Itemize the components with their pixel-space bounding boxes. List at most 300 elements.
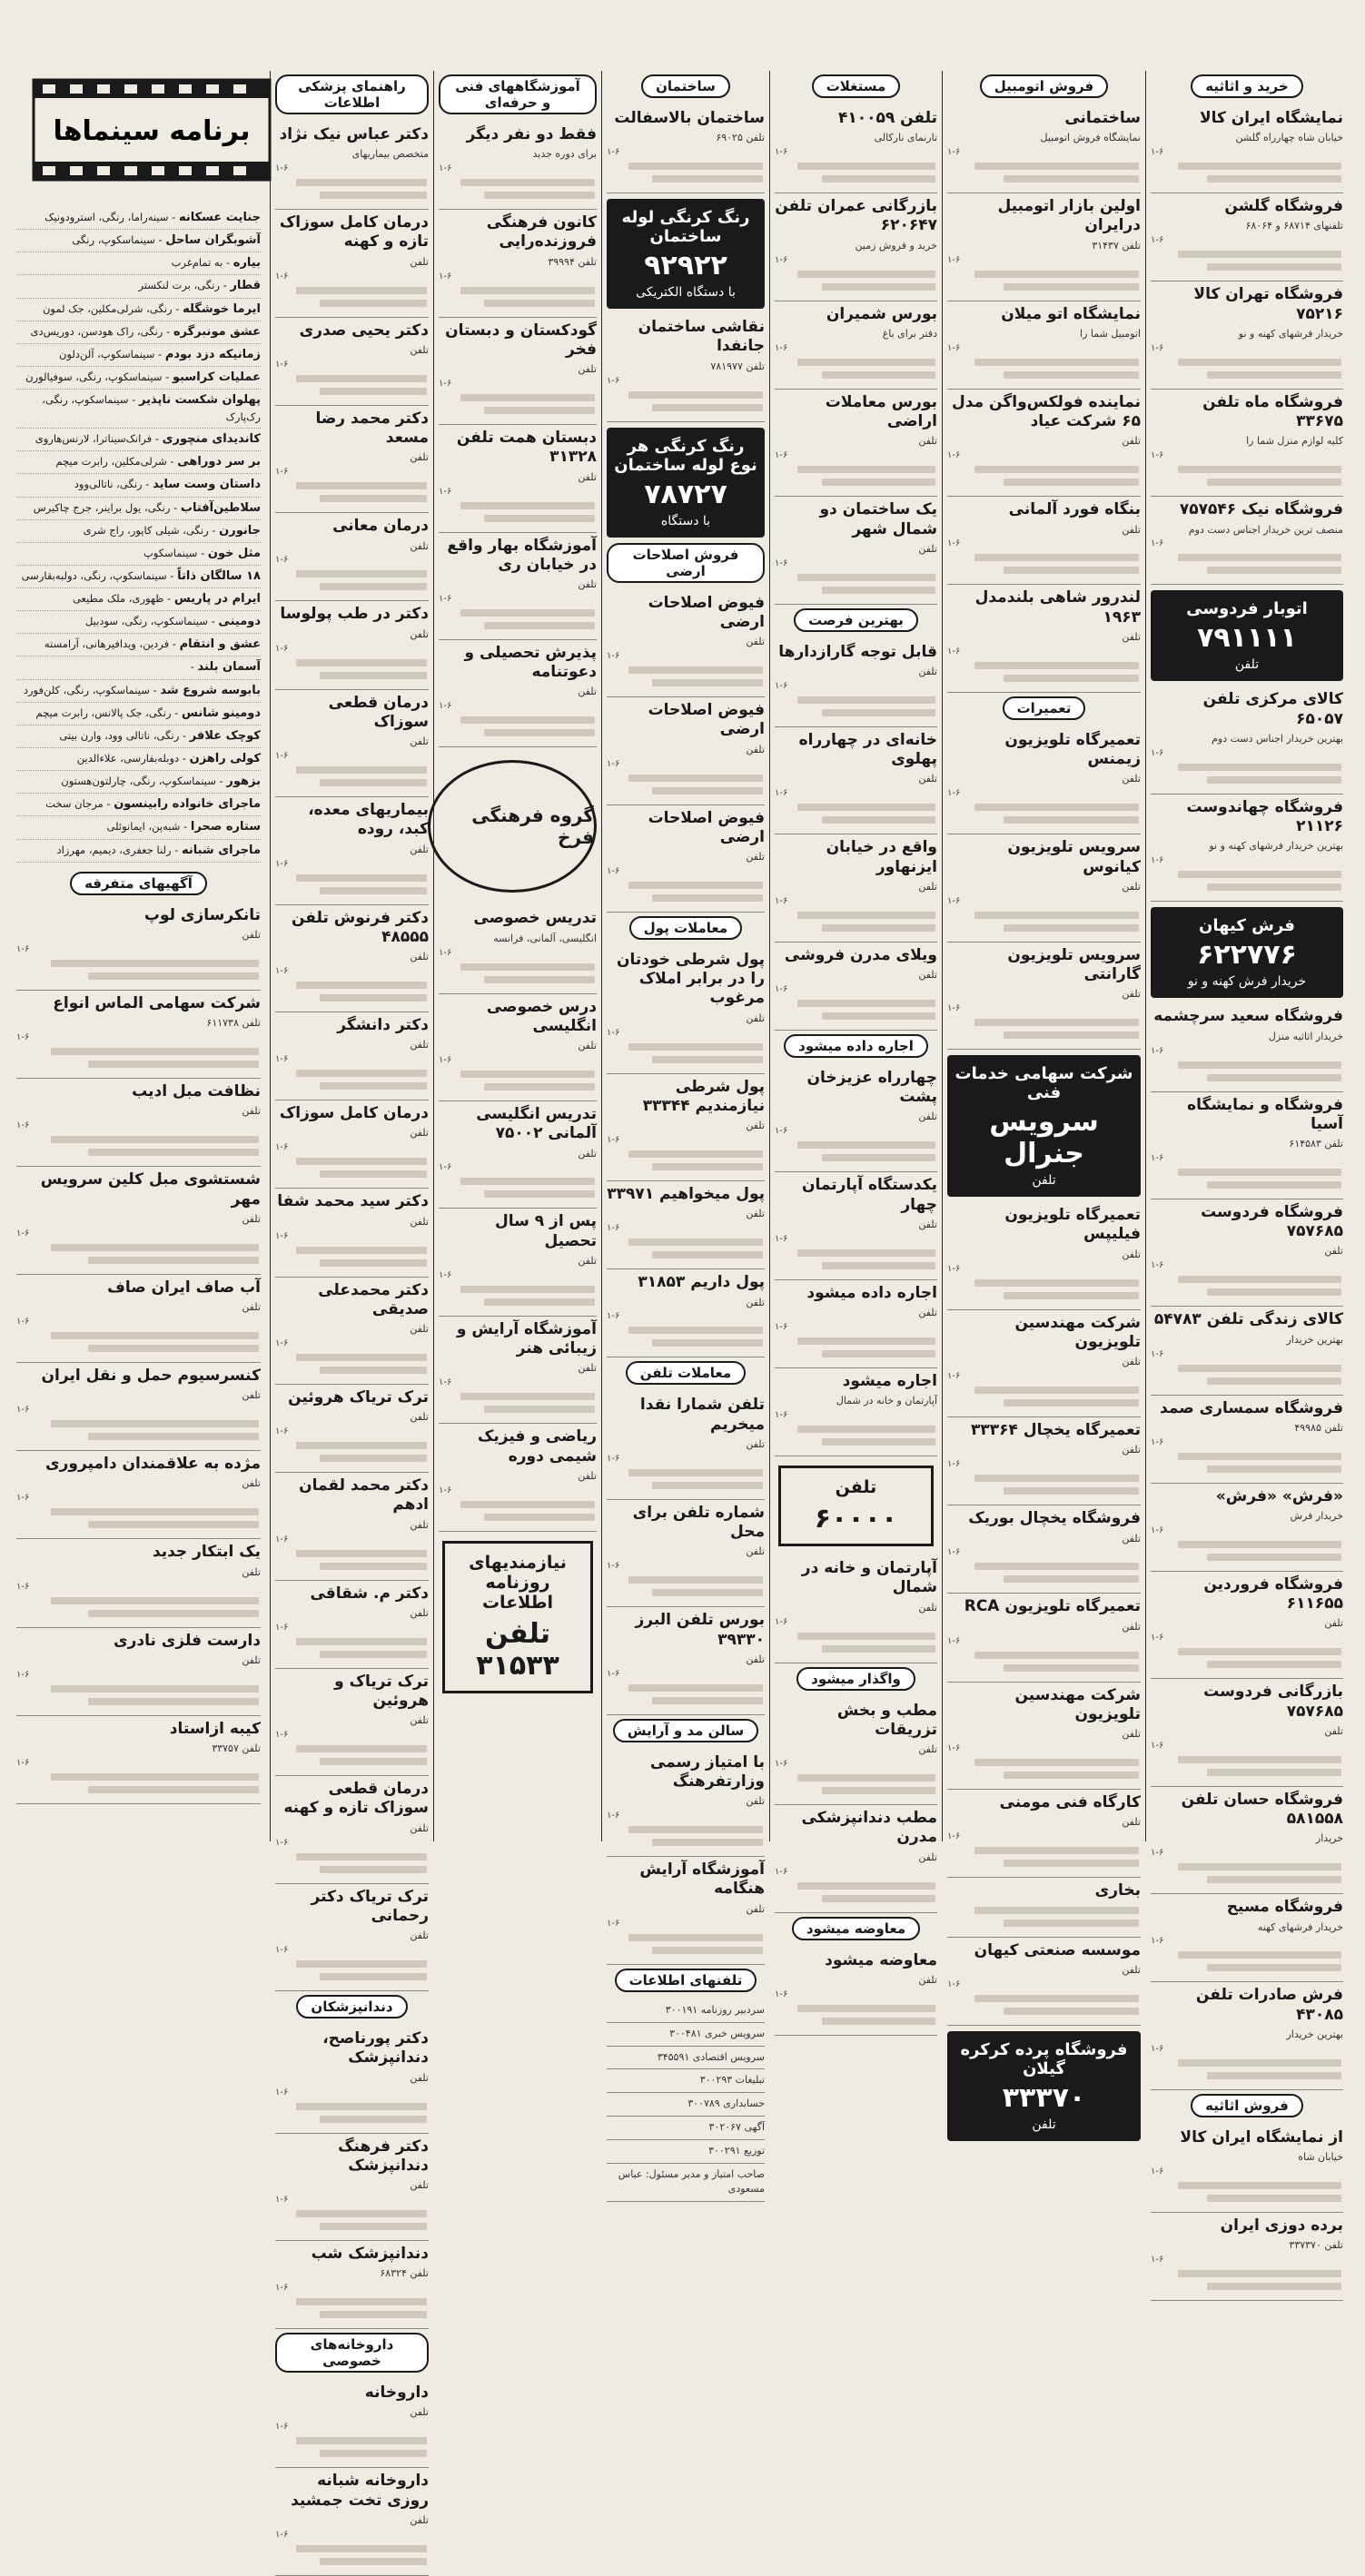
- ad-text: تلفن: [1122, 1728, 1141, 1741]
- ad-text: تلفن: [578, 578, 597, 590]
- classified-ad: [1151, 1572, 1343, 1679]
- movie-detail: رنگی، شرلی‌مکلین، جک لمون: [42, 301, 173, 315]
- ad-text: تلفن: [918, 1110, 937, 1123]
- ad-text: تلفن: [410, 343, 429, 356]
- ad-title: فروشگاه سمساری صمد: [1160, 1398, 1343, 1417]
- ad-code: ۱-۶: [439, 1162, 452, 1173]
- ad-title: دبستان همت تلفن ۳۱۳۲۸: [456, 429, 597, 467]
- classified-ad: [947, 390, 1141, 497]
- ad-code: ۱-۶: [1151, 1740, 1164, 1751]
- ad-code: ۱-۶: [775, 1759, 788, 1770]
- ad-text: تلفن: [746, 1208, 765, 1220]
- ad-text: تلفن ۶۸۳۲۴: [380, 2267, 429, 2280]
- ad-title: فروشگاه ماه تلفن ۳۳۶۷۵: [1202, 392, 1343, 431]
- ad-text: تلفن: [410, 2179, 429, 2191]
- movie-detail: سینماسکوپ، رنگی، سودبیل: [84, 615, 208, 628]
- cinema-row: کولی راهزن - دوبله‌بفارسی، علاءالدین: [16, 748, 261, 771]
- ad-code: ۱-۶: [1151, 2255, 1164, 2265]
- ad-code: ۱-۶: [947, 1743, 961, 1754]
- ad-text: بهترین خریدار: [1286, 1333, 1343, 1346]
- ad-code: ۱-۶: [275, 1054, 289, 1065]
- section-header: معاملات تلفن: [607, 1361, 765, 1385]
- ad-title: کیبه ازاستاد: [169, 1719, 261, 1738]
- ad-code: ۱-۶: [947, 1371, 961, 1382]
- ad-title: پول شرطی نیازمندیم ۳۳۳۴۴: [642, 1077, 765, 1115]
- movie-detail: سینه‌راما، رنگی، استرودونیک: [45, 211, 169, 223]
- ad-text: منصف ترین خریدار اجناس دست دوم: [1188, 523, 1343, 536]
- cinema-row: آسمان بلند -: [16, 656, 261, 679]
- classified-ad: [607, 1607, 765, 1714]
- movie-title: دومینی: [218, 615, 261, 629]
- cinema-row: آشوبگران ساحل - سینماسکوپ، رنگی: [16, 230, 261, 252]
- classified-ad: [1151, 1307, 1343, 1395]
- movie-title: عشق و انتقام: [179, 637, 261, 652]
- cinema-row: دومینو شانس - رنگی، جک پالانس، رابرت میچم: [16, 703, 261, 725]
- classified-ad: [275, 2241, 429, 2329]
- ad-code: ۱-۶: [16, 1405, 30, 1416]
- ad-text: تلفن: [918, 880, 937, 893]
- ad-text: برای دوره جدید: [532, 148, 597, 161]
- ad-title: تعمیرگاه تلویزیون RCA: [964, 1597, 1141, 1616]
- cinema-row: سلاطین‌آفتاب - رنگی، یول براینر، جرج چاکیرس: [16, 498, 261, 520]
- ad-title: نقاشی ساختمان جانفدا: [638, 318, 765, 356]
- ad-code: ۱-۶: [947, 1547, 961, 1558]
- ad-text: تلفن: [410, 2513, 429, 2526]
- cinema-row: جنایت عسکانه - سینه‌راما، رنگی، استرودونیک: [16, 207, 261, 230]
- classified-ad: [275, 1669, 429, 1776]
- movie-title: قطار: [230, 279, 261, 293]
- cinema-row: ایرما خوشگله - رنگی، شرلی‌مکلین، جک لمون: [16, 299, 261, 321]
- ad-text: تلفن: [746, 1653, 765, 1665]
- classified-ad: [1151, 2213, 1343, 2301]
- ad-title: بورس معاملات اراضی: [825, 392, 937, 431]
- movie-detail: شبه‌پن، ایمانوئلی: [106, 820, 181, 834]
- ad-title: مطب و بخش تزریقات: [836, 1701, 937, 1739]
- ad-code: ۱-۶: [275, 359, 289, 370]
- movie-detail: ظهوری، ملک مطیعی: [72, 592, 164, 606]
- ad-code: ۱-۶: [1151, 1045, 1164, 1056]
- movie-title: آسمان بلند: [197, 660, 261, 675]
- ad-text: انگلیسی، آلمانی، فرانسه: [493, 932, 597, 944]
- ad-title: سرویس تلویزیون کیانوس: [1007, 838, 1141, 876]
- classified-ad: [275, 797, 429, 904]
- classified-ad: [439, 533, 597, 640]
- ad-text: تلفن: [410, 1714, 429, 1727]
- ad-text: تلفن: [1122, 435, 1141, 448]
- ad-code: ۱-۶: [775, 1410, 788, 1421]
- ad-text: تلفن: [242, 1389, 261, 1402]
- ad-title: گودکستان و دبستان فخر: [445, 321, 597, 359]
- ad-code: ۱-۶: [775, 680, 788, 691]
- ad-text: تلفن: [918, 1307, 937, 1319]
- cinema-row: زمانیکه دزد بودم - سینماسکوپ، آلن‌دلون: [16, 344, 261, 367]
- classified-ad: [439, 640, 597, 747]
- ad-title: فروشگاه سعید سرچشمه: [1153, 1007, 1343, 1026]
- ad-code: ۱-۶: [607, 865, 620, 876]
- ad-code: ۱-۶: [439, 701, 452, 712]
- ad-title: فرش صادرات تلفن ۴۳۰۸۵: [1195, 1986, 1343, 2024]
- ad-text: تلفن: [578, 1362, 597, 1375]
- ad-text: تلفن: [746, 636, 765, 648]
- movie-detail: شرلی‌مکلین، رابرت میچم: [55, 455, 167, 469]
- ad-title: قابل توجه گارازدارها: [778, 642, 937, 661]
- classified-ad: [947, 727, 1141, 834]
- ad-code: ۱-۶: [947, 1459, 961, 1470]
- ad-title: شرکت مهندسین تلویزیون: [1014, 1313, 1141, 1351]
- cinema-row: بابوسه شروع شد - سینماسکوپ، رنگی، کلن‌فورد: [16, 680, 261, 703]
- classified-ad: [775, 1280, 937, 1368]
- classified-ad: [1151, 1092, 1343, 1199]
- info-phone-line: [607, 2023, 765, 2047]
- info-phone-text: سردبیر روزنامه ۳۰۰۱۹۱: [665, 2003, 765, 2016]
- classified-ad: [275, 690, 429, 797]
- classified-ad: [275, 318, 429, 406]
- ad-title: فروشگاه یخچال بوریک: [968, 1509, 1141, 1528]
- ad-title: برده دوزی ایران: [1220, 2216, 1343, 2235]
- classified-ad: [607, 697, 765, 804]
- ad-title: اجاره میشود: [842, 1372, 937, 1390]
- ad-title: شستشوی مبل کلین سرویس مهر: [40, 1170, 261, 1209]
- classified-ad: [947, 1878, 1141, 1937]
- classified-ad: [1151, 1484, 1343, 1572]
- ad-text: تلفن: [578, 1469, 597, 1482]
- ad-code: ۱-۶: [607, 1453, 620, 1464]
- ad-text: تلفن: [918, 1601, 937, 1614]
- cinema-row: دومینی - سینماسکوپ، رنگی، سودبیل: [16, 611, 261, 634]
- ad-text: تلفن: [410, 255, 429, 268]
- ad-code: ۱-۶: [275, 1730, 289, 1741]
- movie-detail: مرجان سخت: [45, 797, 104, 811]
- column-construction: [601, 71, 769, 2196]
- movie-detail: سینماسکوپ، آلن‌دلون: [59, 347, 155, 360]
- ad-text: تلفن: [1122, 1620, 1141, 1633]
- movie-title: ایرام در پاریس: [173, 592, 261, 607]
- classified-ad: [275, 1012, 429, 1100]
- ad-code: ۱-۶: [775, 788, 788, 799]
- ad-text: تلفن: [1122, 773, 1141, 785]
- ad-title: دکتر م. شقاقی: [310, 1584, 429, 1603]
- ad-title: تانکرسازی لوپ: [143, 905, 261, 924]
- ad-code: ۱-۶: [275, 2087, 289, 2097]
- ad-code: ۱-۶: [775, 1866, 788, 1877]
- ad-title: دکتر عباس نیک نژاد: [279, 125, 429, 143]
- ad-code: ۱-۶: [775, 1126, 788, 1137]
- ad-title: فیوض اصلاحات ارضی: [648, 701, 765, 739]
- ad-title: بورس شمیران: [826, 304, 937, 323]
- ad-code: ۱-۶: [947, 1003, 961, 1014]
- ad-code: ۱-۶: [775, 558, 788, 568]
- classified-ad: [16, 991, 261, 1079]
- ad-code: ۱-۶: [607, 758, 620, 769]
- ad-title: نظافت مبل ادیب: [132, 1082, 261, 1101]
- ad-text: تلفن: [746, 1795, 765, 1808]
- classified-ad: [16, 1079, 261, 1167]
- classified-ad: [775, 1555, 937, 1663]
- ad-code: ۱-۶: [607, 1561, 620, 1572]
- section-header: راهنمای پزشکی اطلاعات: [275, 74, 429, 114]
- cinema-row: پهلوان شکست ناپذیر - سینماسکوپ، رنگی، رک‌پارک: [16, 390, 261, 429]
- movie-title: جانورن: [219, 523, 261, 538]
- ad-code: ۱-۶: [275, 2194, 289, 2205]
- cinema-row: ماجرای خانواده رابینسون - مرجان سخت: [16, 794, 261, 816]
- classified-ad: [775, 390, 937, 497]
- ad-title: درمان قطعی سوزاک: [328, 693, 429, 731]
- ad-text: تلفن: [410, 2071, 429, 2084]
- classified-ad: [775, 1368, 937, 1456]
- column-cinema: [16, 71, 270, 1841]
- ad-code: ۱-۶: [947, 254, 961, 265]
- info-phone-text: حسابداری ۳۰۰۷۸۹: [687, 2097, 765, 2110]
- classified-ad: [439, 318, 597, 425]
- classified-ad: [275, 1884, 429, 1991]
- ad-title: بازرگانی عمران تلفن ۶۲۰۶۴۷: [775, 197, 937, 235]
- classified-ad: [439, 122, 597, 210]
- cinema-row: ایرام در پاریس - ظهوری، ملک مطیعی: [16, 588, 261, 611]
- cinema-row: ستاره صحرا - شبه‌پن، ایمانوئلی: [16, 816, 261, 839]
- classified-ad: [1151, 281, 1343, 389]
- ad-code: ۱-۶: [1151, 147, 1164, 158]
- ad-code: ۱-۶: [439, 1377, 452, 1388]
- classified-ad: [947, 193, 1141, 301]
- ad-code: ۱-۶: [775, 1233, 788, 1244]
- ad-text: تلفن: [410, 735, 429, 748]
- masthead-title: برنامه سینماها: [53, 115, 251, 147]
- ad-code: ۱-۶: [947, 538, 961, 549]
- classified-ad: [16, 1451, 261, 1539]
- movie-detail: رلنا جعفری، دیمیم، مهرزاد: [56, 843, 172, 856]
- ad-text: متخصص بیماریهای: [351, 148, 429, 161]
- classified-ad: [775, 1948, 937, 2036]
- ad-code: ۱-۶: [275, 2283, 289, 2294]
- ad-title: بیماریهای معده، کبد، روده: [308, 801, 429, 839]
- movie-title: عشق مونبرگره: [173, 324, 261, 339]
- ad-text: تلفن: [410, 1411, 429, 1424]
- section-header: فروش اثاثیه: [1151, 2094, 1343, 2117]
- ad-title: داروخانه: [364, 2384, 429, 2403]
- classified-ad: [947, 1594, 1141, 1682]
- ad-code: ۱-۶: [947, 646, 961, 656]
- ad-code: ۱-۶: [607, 1811, 620, 1821]
- ad-title: فروشگاه حسان تلفن ۵۸۱۵۵۸: [1181, 1790, 1343, 1829]
- ad-text: تلفن: [242, 1477, 261, 1490]
- classified-ad: [775, 497, 937, 604]
- classified-ad: [1151, 193, 1343, 281]
- column-furniture: [1145, 71, 1348, 2265]
- ad-title: کالای زندگی تلفن ۵۴۷۸۳: [1153, 1310, 1343, 1329]
- ad-code: ۱-۶: [16, 1032, 30, 1043]
- section-header: فروش اصلاحات ارضی: [607, 543, 765, 583]
- ad-title: کنسرسیوم حمل و نقل ایران: [41, 1366, 261, 1385]
- classified-ad: [439, 994, 597, 1101]
- ad-code: ۱-۶: [1151, 1260, 1164, 1271]
- ad-text: تلفن: [410, 1215, 429, 1228]
- section-header: سالن مد و آرایش: [607, 1719, 765, 1742]
- ad-text: بهترین خریدار فرشهای کهنه و نو: [1209, 840, 1343, 853]
- ad-text: تلفن: [746, 1545, 765, 1558]
- classified-ad: [947, 497, 1141, 585]
- ad-code: ۱-۶: [275, 271, 289, 281]
- ad-text: تارنمای نارکالی: [874, 132, 937, 144]
- classified-ad: [607, 1392, 765, 1499]
- classified-ad: [16, 1167, 261, 1274]
- ad-code: ۱-۶: [16, 1669, 30, 1680]
- ad-title: ساختمان بالاسفالت: [614, 109, 765, 127]
- ad-text: تلفن: [410, 1323, 429, 1335]
- ad-title: شماره تلفن برای محل: [632, 1503, 765, 1542]
- ad-text: تلفن: [242, 1565, 261, 1578]
- ad-code: ۱-۶: [775, 254, 788, 265]
- ad-title: سرویس تلویزیون گارانتی: [1007, 945, 1141, 983]
- ad-title: درمان کامل سوزاک تازه و کهنه: [279, 213, 429, 252]
- ad-text: تلفن: [410, 1039, 429, 1051]
- classified-ad: [947, 943, 1141, 1050]
- ad-code: ۱-۶: [775, 1616, 788, 1627]
- ad-title: آموزشگاه آرایش و زیبائی هنر: [456, 1319, 597, 1358]
- classified-ad: [607, 1269, 765, 1357]
- info-phone-line: [607, 2047, 765, 2070]
- movie-detail: به تمام‌غرب: [171, 256, 223, 270]
- ad-code: ۱-۶: [1151, 855, 1164, 866]
- movie-detail: فردین، ویدافیرهانی، آرامسته: [44, 637, 170, 651]
- classified-ad: [275, 122, 429, 210]
- classified-ad: [16, 1628, 261, 1716]
- classified-ad: [1151, 1199, 1343, 1307]
- ad-title: ترک تریاک و هروئین: [334, 1672, 429, 1710]
- ad-text: خریدار: [1315, 1832, 1343, 1845]
- ad-text: تلفن ۶۱۴۵۸۳: [1289, 1138, 1343, 1150]
- ad-code: ۱-۶: [439, 1269, 452, 1280]
- classified-ad: [607, 1074, 765, 1181]
- ad-code: ۱-۶: [947, 147, 961, 158]
- movie-title: ماجرای شبانه: [181, 843, 261, 857]
- ad-code: ۱-۶: [275, 467, 289, 478]
- ad-box: شرکت سهامی خدمات فنی سرویس جنرال تلفن: [947, 1055, 1141, 1197]
- ad-title: بورس تلفن البرز ۳۹۳۳۰: [635, 1611, 765, 1649]
- ad-code: ۱-۶: [275, 555, 289, 566]
- classified-ad: [275, 1385, 429, 1473]
- ad-code: ۱-۶: [947, 788, 961, 799]
- ad-code: ۱-۶: [275, 163, 289, 174]
- ad-text: تلفن ۶۱۱۷۳۸: [206, 1017, 261, 1030]
- classified-ad: [439, 210, 597, 317]
- ad-box: رنگ کرنگی لوله ساختمان ۹۲۹۲۲ با دستگاه الکتریکی: [607, 199, 765, 309]
- section-header: خرید و اثاثیه: [1151, 74, 1343, 98]
- ad-code: ۱-۶: [275, 1230, 289, 1241]
- ad-text: خیابان شاه: [1298, 2151, 1343, 2164]
- ad-text: تلفن: [918, 969, 937, 981]
- ad-title: دکتر یحیی صدری: [299, 321, 429, 340]
- movie-title: مثل خون: [207, 546, 261, 560]
- ad-code: ۱-۶: [947, 450, 961, 461]
- ad-title: فروشگاه گلشن: [1224, 197, 1343, 216]
- classified-ad: [607, 947, 765, 1074]
- cinema-listing: [16, 207, 261, 1804]
- classified-ad: [16, 1539, 261, 1627]
- ad-code: ۱-۶: [607, 1311, 620, 1322]
- ad-text: تلفن: [410, 1518, 429, 1531]
- cinema-row: عشق مونبرگره - رنگی، راک هودسن، دوریس‌دی: [16, 321, 261, 344]
- ad-title: پذیرش تحصیلی و دعوتنامه: [464, 643, 597, 682]
- ad-text: تلفن ۳۳۷۵۷: [212, 1742, 261, 1754]
- ad-title: ترک تریاک دکتر رحمانی: [311, 1887, 429, 1925]
- movie-title: ماجرای خانواده رابینسون: [114, 797, 261, 812]
- ad-text: تلفن: [918, 773, 937, 785]
- classified-ad: [439, 1424, 597, 1531]
- classified-ad: [275, 1473, 429, 1580]
- movie-title: داستان وست ساید: [153, 478, 261, 492]
- ad-title: یکدستگاه آپارتمان چهار: [801, 1176, 937, 1214]
- ad-code: ۱-۶: [439, 163, 452, 174]
- ad-text: تلفن: [410, 1606, 429, 1619]
- ad-title: بنگاه فورد آلمانی: [1008, 500, 1141, 519]
- ad-text: تلفن: [1122, 1444, 1141, 1456]
- classified-ad: [775, 301, 937, 390]
- ad-text: تلفن: [1122, 988, 1141, 1001]
- classified-ad: [775, 105, 937, 193]
- classified-ad: [775, 639, 937, 727]
- classified-ad: [947, 585, 1141, 692]
- ad-text: تلفن: [410, 539, 429, 552]
- ad-code: ۱-۶: [439, 379, 452, 390]
- movie-detail: رنگی، ناتالی وود، وارن بیتی: [59, 728, 180, 742]
- ad-code: ۱-۶: [947, 342, 961, 353]
- ad-text: تلفن: [746, 1012, 765, 1024]
- emblem-logo: گروه فرهنگی فرخ: [428, 760, 597, 893]
- ad-title: دندانپزشک شب: [311, 2244, 429, 2263]
- movie-detail: سینماسکوپ، رنگی، دولبه‌بقارسی: [21, 568, 167, 582]
- ad-title: یک ابتکار جدید: [152, 1543, 261, 1562]
- classified-ad: [275, 905, 429, 1012]
- movie-detail: سینماسکوپ، رنگی، کلن‌فورد: [23, 683, 150, 696]
- ad-title: نمایشگاه ایران کالا: [1199, 109, 1343, 127]
- classified-ad: [1151, 1003, 1343, 1091]
- classified-ad: [275, 601, 429, 689]
- ad-title: ساختمانی: [1064, 109, 1141, 127]
- ad-code: ۱-۶: [1151, 342, 1164, 353]
- ad-text: تلفن: [410, 1821, 429, 1834]
- ad-title: تعمیرگاه تلویزیون فیلیپس: [1004, 1206, 1141, 1244]
- ad-code: ۱-۶: [775, 342, 788, 353]
- ad-title: دکتر پورناصح، دندانپزشک: [322, 2029, 429, 2068]
- movie-detail: رنگی، برت لنکستر: [138, 279, 220, 292]
- classified-ad: [16, 1363, 261, 1451]
- classified-ad: [1151, 795, 1343, 902]
- classified-ad: [947, 105, 1141, 193]
- classified-ad: [1151, 2125, 1343, 2213]
- ad-box: اتوبار فردوسی ۷۹۱۱۱۱ تلفن: [1151, 590, 1343, 681]
- ad-title: دکتر محمد رضا مسعد: [315, 409, 429, 448]
- classified-ad: [275, 2026, 429, 2133]
- ad-title: درمان قطعی سوزاک تازه و کهنه: [283, 1780, 429, 1818]
- ad-code: ۱-۶: [947, 1635, 961, 1646]
- classified-ad: [775, 1172, 937, 1279]
- info-phone-line: [607, 2069, 765, 2093]
- ad-text: تلفن: [746, 1296, 765, 1308]
- ad-text: خریدار اثاثیه منزل: [1268, 1030, 1343, 1042]
- ad-code: ۱-۶: [275, 2529, 289, 2540]
- ad-title: مطب دندانپزشکی مدرن: [801, 1809, 937, 1847]
- ad-text: تلفن: [242, 929, 261, 941]
- ad-title: فروشگاه مسیح: [1226, 1898, 1343, 1917]
- ad-title: درمان کامل سوزاک: [279, 1104, 429, 1123]
- ad-code: ۱-۶: [607, 1918, 620, 1929]
- ad-title: مژده به علاقمندان دامپروری: [45, 1455, 261, 1474]
- section-header: اجاره داده میشود: [775, 1034, 937, 1058]
- ad-text: تلفن: [1122, 1356, 1141, 1368]
- ad-code: ۱-۶: [439, 593, 452, 604]
- ad-code: ۱-۶: [16, 1316, 30, 1327]
- ad-title: فقط دو نفر دیگر: [466, 125, 597, 143]
